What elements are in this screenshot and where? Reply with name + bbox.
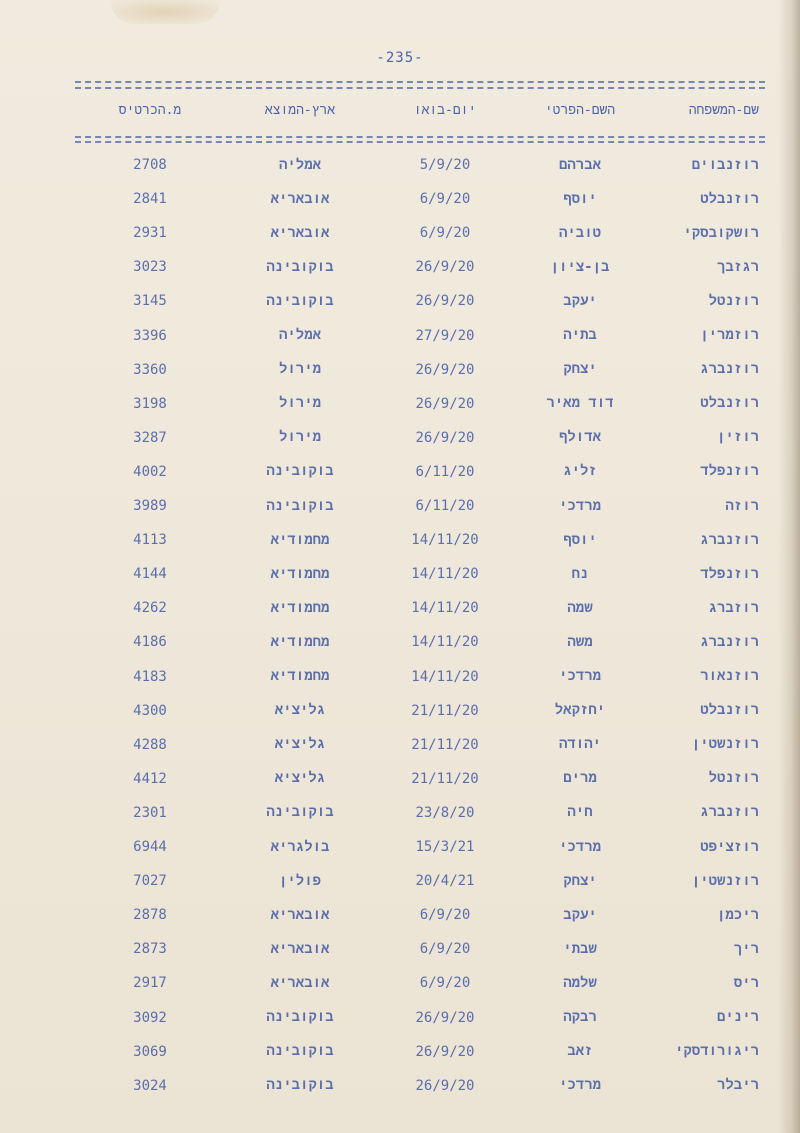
table-row xyxy=(75,148,765,182)
cell-surname: רוזנבוים xyxy=(691,156,759,173)
table-row xyxy=(75,864,765,898)
cell-given-name: אדולף xyxy=(558,429,601,446)
cell-card-number: 2917 xyxy=(133,975,167,992)
table-row xyxy=(75,523,765,557)
cell-arrival-date: 21/11/20 xyxy=(411,770,479,787)
cell-surname: רוזנשטין xyxy=(691,872,759,889)
cell-country-of-origin: מירול xyxy=(278,361,321,378)
header-given-name: השם-הפרטי xyxy=(544,102,616,118)
table-row xyxy=(75,387,765,421)
cell-card-number: 4144 xyxy=(133,566,167,583)
cell-arrival-date: 26/9/20 xyxy=(415,395,475,412)
cell-given-name: בתיה xyxy=(563,327,597,343)
cell-card-number: 2878 xyxy=(133,907,167,924)
table-row xyxy=(75,762,765,796)
table-row xyxy=(75,421,765,455)
table-row xyxy=(75,660,765,694)
cell-country-of-origin: גליציא xyxy=(274,736,326,753)
cell-surname: ריבלר xyxy=(716,1077,759,1094)
cell-surname: רוזין xyxy=(716,429,759,446)
cell-card-number: 3145 xyxy=(133,293,167,310)
header-arrival-date: יום-בואו xyxy=(413,102,477,118)
cell-given-name: זאב xyxy=(567,1043,593,1060)
cell-given-name: יהודה xyxy=(558,736,601,753)
table-row xyxy=(75,625,765,659)
cell-country-of-origin: מירול xyxy=(278,429,321,446)
cell-surname: רגזבך xyxy=(716,258,759,275)
cell-arrival-date: 21/11/20 xyxy=(411,736,479,753)
cell-arrival-date: 5/9/20 xyxy=(419,157,471,173)
cell-arrival-date: 26/9/20 xyxy=(415,1009,475,1026)
cell-card-number: 4262 xyxy=(133,600,167,617)
table-header xyxy=(75,92,765,128)
cell-given-name: דוד מאיר xyxy=(546,395,614,412)
cell-arrival-date: 6/9/20 xyxy=(419,225,471,242)
cell-given-name: חיה xyxy=(567,804,593,821)
cell-surname: רוזנשטין xyxy=(691,736,759,753)
table-row xyxy=(75,728,765,762)
cell-country-of-origin: מחמודיא xyxy=(270,633,330,650)
cell-given-name: נח xyxy=(571,565,589,582)
cell-arrival-date: 14/11/20 xyxy=(411,634,479,651)
cell-arrival-date: 14/11/20 xyxy=(411,668,479,685)
page-number: -235- xyxy=(376,50,424,66)
cell-surname: רוזנבלט xyxy=(700,395,759,412)
cell-country-of-origin: מחמודיא xyxy=(270,668,330,684)
cell-surname: רוזה xyxy=(725,497,759,514)
cell-given-name: שבתי xyxy=(563,940,597,957)
cell-country-of-origin: אמליה xyxy=(278,156,321,173)
cell-given-name: רבקה xyxy=(563,1009,597,1025)
cell-card-number: 3092 xyxy=(133,1009,167,1026)
cell-card-number: 6944 xyxy=(133,839,167,855)
cell-surname: ריך xyxy=(733,940,759,957)
cell-given-name: זליג xyxy=(563,463,597,480)
paper-stain xyxy=(110,0,220,24)
cell-arrival-date: 26/9/20 xyxy=(415,361,475,378)
cell-country-of-origin: בוקובינה xyxy=(266,497,334,514)
cell-surname: ריס xyxy=(733,974,759,991)
cell-given-name: יעקב xyxy=(563,292,597,309)
cell-arrival-date: 20/4/21 xyxy=(415,873,475,890)
cell-surname: ריכמן xyxy=(716,906,759,923)
header-country-of-origin: ארץ-המוצא xyxy=(264,102,336,118)
cell-arrival-date: 6/11/20 xyxy=(415,463,475,480)
cell-country-of-origin: אובאריא xyxy=(270,190,330,207)
cell-card-number: 2841 xyxy=(133,191,167,208)
cell-surname: רוזנפלד xyxy=(700,565,759,582)
cell-given-name: אברהם xyxy=(558,156,601,173)
table-row xyxy=(75,830,765,864)
table-row xyxy=(75,455,765,489)
cell-card-number: 2301 xyxy=(133,804,167,821)
cell-card-number: 3360 xyxy=(133,361,167,378)
cell-card-number: 3024 xyxy=(133,1077,167,1094)
cell-arrival-date: 6/9/20 xyxy=(419,941,471,958)
cell-card-number: 4113 xyxy=(133,532,167,549)
cell-surname: רוזנאור xyxy=(700,668,759,684)
cell-country-of-origin: בוקובינה xyxy=(266,1043,334,1060)
cell-surname: רוזנבלט xyxy=(700,190,759,207)
header-rule-top xyxy=(75,81,765,83)
cell-given-name: יעקב xyxy=(563,906,597,923)
table-row xyxy=(75,216,765,250)
cell-given-name: יוסף xyxy=(563,531,597,548)
cell-country-of-origin: מחמודיא xyxy=(270,565,330,582)
cell-given-name: שמה xyxy=(567,599,593,616)
cell-country-of-origin: אובאריא xyxy=(270,940,330,957)
cell-country-of-origin: גליציא xyxy=(274,770,326,787)
table-row xyxy=(75,284,765,318)
cell-arrival-date: 14/11/20 xyxy=(411,532,479,549)
cell-arrival-date: 14/11/20 xyxy=(411,566,479,583)
cell-country-of-origin: אובאריא xyxy=(270,974,330,991)
table-row xyxy=(75,591,765,625)
table-row xyxy=(75,489,765,523)
cell-card-number: 4412 xyxy=(133,770,167,787)
cell-card-number: 3198 xyxy=(133,395,167,412)
cell-country-of-origin: אמליה xyxy=(278,327,321,343)
cell-given-name: מרדכי xyxy=(558,838,601,855)
cell-country-of-origin: בוקובינה xyxy=(266,1009,334,1025)
cell-card-number: 3023 xyxy=(133,259,167,276)
cell-given-name: יוסף xyxy=(563,190,597,207)
table-row xyxy=(75,796,765,830)
cell-country-of-origin: בוקובינה xyxy=(266,292,334,309)
cell-country-of-origin: בוקובינה xyxy=(266,804,334,821)
cell-surname: רוזנטל xyxy=(708,770,759,787)
cell-card-number: 2873 xyxy=(133,941,167,958)
cell-country-of-origin: בוקובינה xyxy=(266,463,334,480)
cell-country-of-origin: מחמודיא xyxy=(270,599,330,616)
cell-given-name: יצחק xyxy=(563,361,597,378)
cell-card-number: 3989 xyxy=(133,498,167,514)
cell-card-number: 2931 xyxy=(133,225,167,242)
cell-arrival-date: 21/11/20 xyxy=(411,702,479,719)
table-row xyxy=(75,319,765,353)
cell-arrival-date: 6/9/20 xyxy=(419,975,471,992)
cell-country-of-origin: מחמודיא xyxy=(270,531,330,548)
cell-surname: ריגורודסקי xyxy=(674,1043,759,1060)
header-card-number: מ.הכרטיס xyxy=(118,102,182,118)
cell-given-name: יחזקאל xyxy=(554,702,606,719)
cell-given-name: מרדכי xyxy=(558,497,601,514)
cell-country-of-origin: בוקובינה xyxy=(266,258,334,275)
cell-card-number: 3287 xyxy=(133,429,167,446)
cell-card-number: 4288 xyxy=(133,736,167,753)
cell-arrival-date: 14/11/20 xyxy=(411,600,479,617)
table-row xyxy=(75,1035,765,1069)
cell-surname: רוזנפלד xyxy=(700,463,759,480)
cell-arrival-date: 23/8/20 xyxy=(415,804,475,821)
header-rule-top-2 xyxy=(75,87,765,89)
table-row xyxy=(75,1001,765,1035)
cell-given-name: יצחק xyxy=(563,872,597,889)
table-row xyxy=(75,898,765,932)
cell-card-number: 3069 xyxy=(133,1043,167,1060)
cell-surname: רוזמרין xyxy=(700,327,759,343)
cell-card-number: 7027 xyxy=(133,873,167,890)
table-row xyxy=(75,557,765,591)
cell-arrival-date: 6/11/20 xyxy=(415,498,475,514)
cell-country-of-origin: גליציא xyxy=(274,702,326,719)
cell-card-number: 4300 xyxy=(133,702,167,719)
cell-arrival-date: 26/9/20 xyxy=(415,429,475,446)
cell-country-of-origin: פולין xyxy=(278,872,321,889)
cell-country-of-origin: אובאריא xyxy=(270,224,330,241)
cell-arrival-date: 26/9/20 xyxy=(415,259,475,276)
table-row xyxy=(75,694,765,728)
cell-given-name: מרדכי xyxy=(558,668,601,684)
table-row xyxy=(75,1069,765,1103)
table-row xyxy=(75,353,765,387)
cell-card-number: 4002 xyxy=(133,463,167,480)
cell-card-number: 4183 xyxy=(133,668,167,685)
cell-given-name: מרים xyxy=(563,770,597,787)
cell-country-of-origin: בוקובינה xyxy=(266,1077,334,1094)
cell-card-number: 2708 xyxy=(133,157,167,173)
cell-arrival-date: 27/9/20 xyxy=(415,327,475,344)
header-rule-bottom xyxy=(75,136,765,138)
cell-surname: רושקובסקי xyxy=(683,224,759,241)
cell-surname: רוזנבלט xyxy=(700,702,759,719)
cell-arrival-date: 15/3/21 xyxy=(415,839,475,855)
cell-given-name: טוביה xyxy=(558,224,601,241)
table-row xyxy=(75,250,765,284)
page-fold-shadow xyxy=(778,0,800,1133)
header-surname: שם-המשפחה xyxy=(688,102,759,118)
cell-surname: רוזציפט xyxy=(700,838,759,855)
cell-country-of-origin: אובאריא xyxy=(270,906,330,923)
cell-surname: רינים xyxy=(716,1009,759,1025)
cell-country-of-origin: בולגריא xyxy=(270,838,330,855)
cell-card-number: 4186 xyxy=(133,634,167,651)
cell-surname: רוזנברג xyxy=(700,633,759,650)
cell-arrival-date: 26/9/20 xyxy=(415,293,475,310)
cell-surname: רוזנברג xyxy=(700,531,759,548)
cell-arrival-date: 6/9/20 xyxy=(419,191,471,208)
cell-given-name: בן-ציון xyxy=(550,258,610,275)
header-rule-bottom-2 xyxy=(75,141,765,143)
cell-surname: רוזנברג xyxy=(700,361,759,378)
cell-surname: רוזנברג xyxy=(700,804,759,821)
cell-arrival-date: 26/9/20 xyxy=(415,1043,475,1060)
cell-given-name: משה xyxy=(567,633,593,650)
cell-country-of-origin: מירול xyxy=(278,395,321,412)
cell-arrival-date: 26/9/20 xyxy=(415,1077,475,1094)
table-row xyxy=(75,932,765,966)
cell-surname: רוזברג xyxy=(708,599,759,616)
table-row xyxy=(75,966,765,1000)
cell-card-number: 3396 xyxy=(133,327,167,344)
cell-arrival-date: 6/9/20 xyxy=(419,907,471,924)
cell-given-name: שלמה xyxy=(563,974,597,991)
cell-surname: רוזנטל xyxy=(708,292,759,309)
table-row xyxy=(75,182,765,216)
cell-given-name: מרדכי xyxy=(558,1077,601,1094)
